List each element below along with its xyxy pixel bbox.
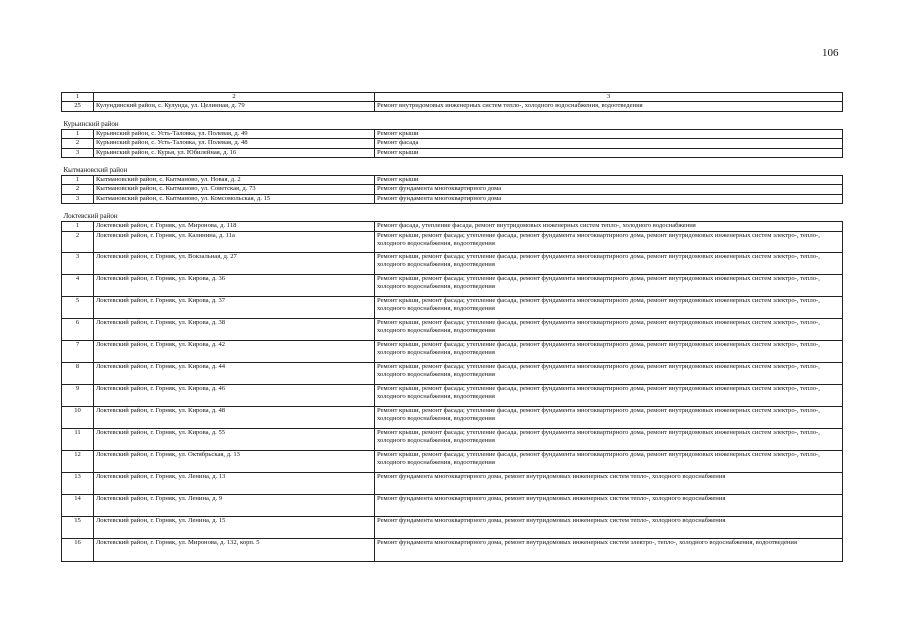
row-number: 3 <box>62 194 94 203</box>
row-address: Кытмановский район, с. Кытманово, ул. Новая, д. 2 <box>94 176 375 185</box>
row-works: Ремонт крыши <box>375 148 843 157</box>
section-header <box>62 111 843 129</box>
row-works: Ремонт крыши, ремонт фасада; утепление фасада, ремонт фундамента многоквартирного дома, ремонт внутридомовых инженерных систем электро-, тепло-, холодного водоснабжения, водоотведения <box>375 318 843 340</box>
table-row <box>62 538 843 561</box>
header-col-3: 3 <box>375 93 843 102</box>
table-row <box>62 472 843 494</box>
row-number: 7 <box>62 340 94 362</box>
row-number: 1 <box>62 129 94 138</box>
row-works: Ремонт крыши, ремонт фасада; утепление фасада, ремонт фундамента многоквартирного дома, ремонт внутридомовых инженерных систем электро-, тепло-, холодного водоснабжения, водоотведения <box>375 428 843 450</box>
row-address: Курьинский район, с. Усть-Таловка, ул. Полевая, д. 48 <box>94 139 375 148</box>
table-row <box>62 252 843 274</box>
row-number: 16 <box>62 538 94 561</box>
row-works: Ремонт крыши, ремонт фасада; утепление фасада, ремонт фундамента многоквартирного дома, ремонт внутридомовых инженерных систем электро-, тепло-, холодного водоснабжения, водоотведения <box>375 340 843 362</box>
row-address: Кытмановский район, с. Кытманово, ул. Комсомольская, д. 15 <box>94 194 375 203</box>
table-row <box>62 340 843 362</box>
table-body <box>62 93 843 562</box>
repair-list-table <box>61 92 843 562</box>
section-header <box>62 204 843 222</box>
row-works: Ремонт фундамента многоквартирного дома <box>375 185 843 194</box>
row-number: 6 <box>62 318 94 340</box>
table-row <box>62 406 843 428</box>
row-number: 13 <box>62 472 94 494</box>
row-address: Локтевский район, г. Горняк, ул. Кирова, д. 46 <box>94 384 375 406</box>
row-number: 2 <box>62 231 94 252</box>
table-row <box>62 222 843 231</box>
table-row <box>62 516 843 538</box>
row-works: Ремонт фундамента многоквартирного дома, ремонт внутридомовых инженерных систем электро-, тепло-, холодного водоснабжения, водоотведения <box>375 538 843 561</box>
page-number: 106 <box>822 47 839 59</box>
header-col-1: 1 <box>62 93 94 102</box>
table-row <box>62 148 843 157</box>
row-number: 14 <box>62 494 94 516</box>
row-works: Ремонт крыши, ремонт фасада; утепление фасада, ремонт фундамента многоквартирного дома, ремонт внутридомовых инженерных систем электро-, тепло-, холодного водоснабжения, водоотведения <box>375 384 843 406</box>
row-number: 4 <box>62 274 94 296</box>
row-address: Локтевский район, г. Горняк, ул. Кирова, д. 55 <box>94 428 375 450</box>
row-works: Ремонт фасада, утепление фасада, ремонт внутридомовых инженерных систем тепло-, холодного водоснабжения <box>375 222 843 231</box>
row-address: Локтевский район, г. Горняк, ул. Кирова, д. 48 <box>94 406 375 428</box>
row-address: Локтевский район, г. Горняк, ул. Ленина, д. 15 <box>94 516 375 538</box>
table-row <box>62 362 843 384</box>
table-row <box>62 176 843 185</box>
table-row <box>62 129 843 138</box>
row-address: Кытмановский район, с. Кытманово, ул. Советская, д. 73 <box>94 185 375 194</box>
row-works: Ремонт внутридомовых инженерных систем тепло-, холодного водоснабжения, водоотведения <box>375 102 843 111</box>
row-works: Ремонт крыши, ремонт фасада; утепление фасада, ремонт фундамента многоквартирного дома, ремонт внутридомовых инженерных систем электро-, тепло-, холодного водоснабжения, водоотведения <box>375 362 843 384</box>
table-row <box>62 139 843 148</box>
row-works: Ремонт крыши <box>375 176 843 185</box>
row-address: Локтевский район, г. Горняк, ул. Вокзальная, д. 27 <box>94 252 375 274</box>
row-number: 11 <box>62 428 94 450</box>
row-address: Локтевский район, г. Горняк, ул. Кирова, д. 44 <box>94 362 375 384</box>
row-number: 8 <box>62 362 94 384</box>
table-row <box>62 384 843 406</box>
table-row <box>62 194 843 203</box>
row-address: Локтевский район, г. Горняк, ул. Калинина, д. 11а <box>94 231 375 252</box>
row-address: Локтевский район, г. Горняк, ул. Миронова, д. 118 <box>94 222 375 231</box>
row-works: Ремонт крыши, ремонт фасада; утепление фасада, ремонт фундамента многоквартирного дома, ремонт внутридомовых инженерных систем электро-, тепло-, холодного водоснабжения, водоотведения <box>375 406 843 428</box>
section-title: Курьинский район <box>62 111 843 129</box>
row-number: 2 <box>62 185 94 194</box>
row-works: Ремонт фундамента многоквартирного дома, ремонт внутридомовых инженерных систем тепло-, холодного водоснабжения <box>375 494 843 516</box>
section-title: Кытмановский район <box>62 158 843 176</box>
row-address: Курьинский район, с. Усть-Таловка, ул. Полевая, д. 49 <box>94 129 375 138</box>
row-number: 10 <box>62 406 94 428</box>
table-row <box>62 296 843 318</box>
row-works: Ремонт крыши, ремонт фасада; утепление фасада, ремонт фундамента многоквартирного дома, ремонт внутридомовых инженерных систем электро-, тепло-, холодного водоснабжения, водоотведения <box>375 231 843 252</box>
table-row <box>62 318 843 340</box>
row-address: Локтевский район, г. Горняк, ул. Кирова, д. 37 <box>94 296 375 318</box>
table-row <box>62 450 843 472</box>
row-number: 15 <box>62 516 94 538</box>
row-works: Ремонт крыши <box>375 129 843 138</box>
table-row <box>62 102 843 111</box>
row-works: Ремонт фундамента многоквартирного дома, ремонт внутридомовых инженерных систем тепло-, холодного водоснабжения <box>375 516 843 538</box>
table-row <box>62 428 843 450</box>
row-number: 25 <box>62 102 94 111</box>
header-row <box>62 93 843 102</box>
row-address: Локтевский район, г. Горняк, ул. Кирова, д. 38 <box>94 318 375 340</box>
row-number: 1 <box>62 222 94 231</box>
table-row <box>62 185 843 194</box>
row-number: 5 <box>62 296 94 318</box>
section-title: Локтевский район <box>62 204 843 222</box>
row-works: Ремонт фундамента многоквартирного дома, ремонт внутридомовых инженерных систем тепло-, холодного водоснабжения <box>375 472 843 494</box>
row-works: Ремонт крыши, ремонт фасада; утепление фасада, ремонт фундамента многоквартирного дома, ремонт внутридомовых инженерных систем электро-, тепло-, холодного водоснабжения, водоотведения <box>375 274 843 296</box>
row-works: Ремонт крыши, ремонт фасада; утепление фасада, ремонт фундамента многоквартирного дома, ремонт внутридомовых инженерных систем электро-, тепло-, холодного водоснабжения, водоотведения <box>375 296 843 318</box>
row-works: Ремонт фасада <box>375 139 843 148</box>
section-header <box>62 158 843 176</box>
row-address: Локтевский район, г. Горняк, ул. Ленина, д. 13 <box>94 472 375 494</box>
table-row <box>62 494 843 516</box>
header-col-2: 2 <box>94 93 375 102</box>
row-address: Локтевский район, г. Горняк, ул. Октябрьская, д. 13 <box>94 450 375 472</box>
row-works: Ремонт крыши, ремонт фасада; утепление фасада, ремонт фундамента многоквартирного дома, ремонт внутридомовых инженерных систем электро-, тепло-, холодного водоснабжения, водоотведения <box>375 252 843 274</box>
row-address: Кулундинский район, с. Кулунда, ул. Целинная, д. 79 <box>94 102 375 111</box>
row-number: 3 <box>62 148 94 157</box>
row-number: 12 <box>62 450 94 472</box>
table-row <box>62 231 843 252</box>
row-number: 2 <box>62 139 94 148</box>
row-works: Ремонт крыши, ремонт фасада; утепление фасада, ремонт фундамента многоквартирного дома, ремонт внутридомовых инженерных систем электро-, тепло-, холодного водоснабжения, водоотведения <box>375 450 843 472</box>
row-number: 1 <box>62 176 94 185</box>
row-address: Локтевский район, г. Горняк, ул. Кирова, д. 36 <box>94 274 375 296</box>
row-address: Курьинский район, с. Курья, ул. Юбилейная, д. 16 <box>94 148 375 157</box>
table-row <box>62 274 843 296</box>
row-address: Локтевский район, г. Горняк, ул. Миронова, д. 132, корп. 5 <box>94 538 375 561</box>
row-address: Локтевский район, г. Горняк, ул. Кирова, д. 42 <box>94 340 375 362</box>
row-number: 3 <box>62 252 94 274</box>
row-address: Локтевский район, г. Горняк, ул. Ленина, д. 9 <box>94 494 375 516</box>
row-works: Ремонт фундамента многоквартирного дома <box>375 194 843 203</box>
row-number: 9 <box>62 384 94 406</box>
